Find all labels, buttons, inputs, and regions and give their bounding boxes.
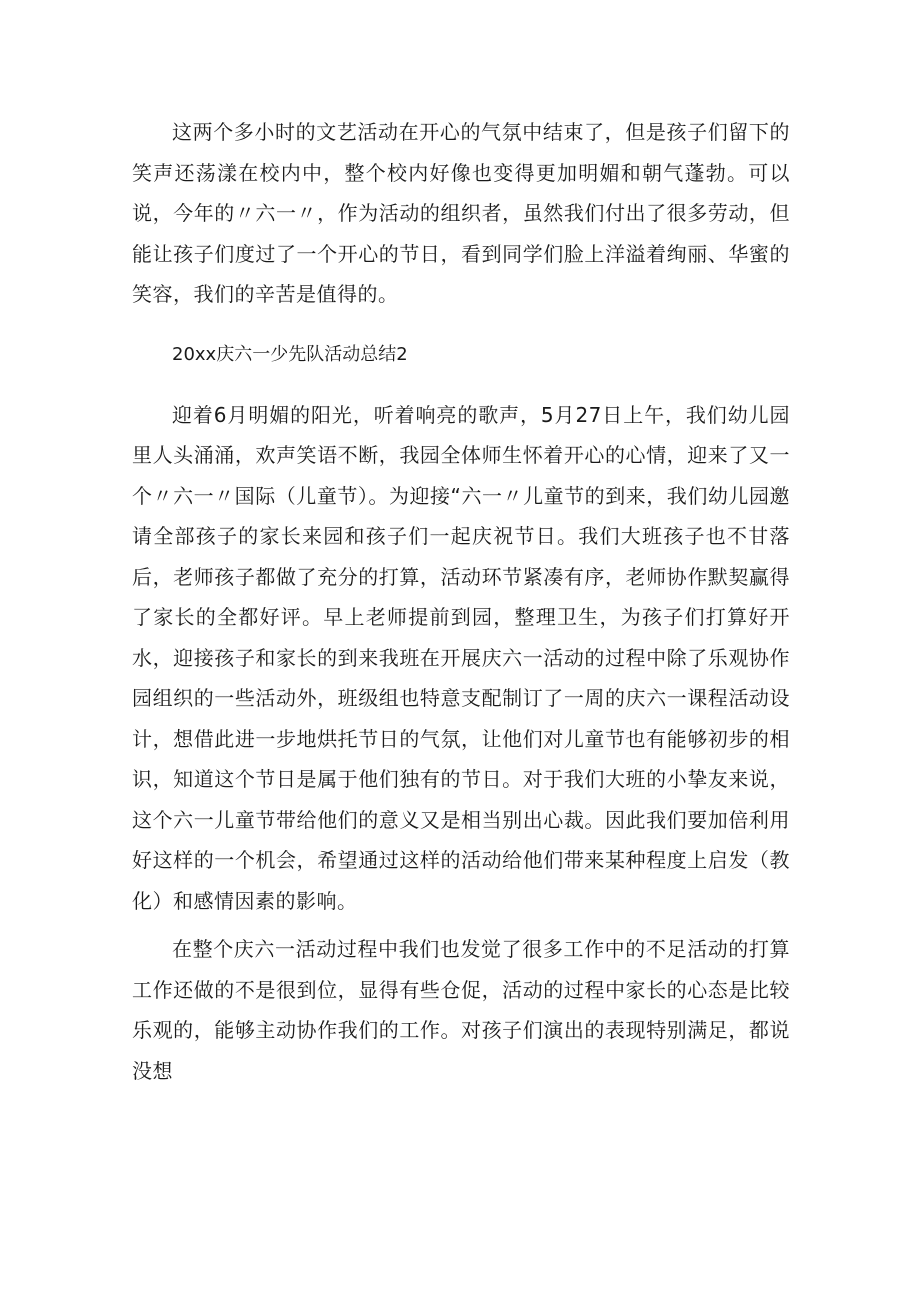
spacer — [132, 921, 790, 929]
paragraph-reflection: 在整个庆六一活动过程中我们也发觉了很多工作中的不足活动的打算工作还做的不是很到位，显得有些仓促，活动的过程中家长的心态是比较乐观的，能够主动协作我们的工作。对孩子们演出的表现特别满足，都说没想 — [132, 937, 790, 1083]
section-heading: 20xx庆六一少先队活动总结2 — [172, 343, 408, 365]
spacer — [132, 375, 790, 395]
document-body — [132, 112, 790, 1091]
spacer — [132, 315, 790, 335]
paragraph-event-description: 迎着6月明媚的阳光，听着响亮的歌声，5月27日上午，我们幼儿园里人头涌涌，欢声笑语不断，我园全体师生怀着开心的心情，迎来了又一个〃六一〃国际（儿童节）。为迎接“六一〃儿童节的到来，我们幼儿园邀请全部孩子的家长来园和孩子们一起庆祝节日。我们大班孩子也不甘落后，老师孩子都做了充分的打算，活动环节紧凑有序，老师协作默契赢得了家长的全都好评。早上老师提前到园，整理卫生，为孩子们打算好开水，迎接孩子和家长的到来我班在开展庆六一活动的过程中除了乐观协作园组织的一些活动外，班级组也特意支配制订了一周的庆六一课程活动设计，想借此进一步地烘托节日的气氛，让他们对儿童节也有能够初步的相识，知道这个节日是属于他们独有的节日。对于我们大班的小挚友来说，这个六一儿童节带给他们的意义又是相当别出心裁。因此我们要加倍利用好这样的一个机会，希望通过这样的活动给他们带来某种程度上启发（教化）和感情因素的影响。 — [132, 402, 790, 913]
paragraph-closing-summary: 这两个多小时的文艺活动在开心的气氛中结束了，但是孩子们留下的笑声还荡漾在校内中，整个校内好像也变得更加明媚和朝气蓬勃。可以说，今年的〃六一〃，作为活动的组织者，虽然我们付出了很多劳动，但能让孩子们度过了一个开心的节日，看到同学们脸上洋溢着绚丽、华蜜的笑容，我们的辛苦是值得的。 — [132, 120, 790, 306]
